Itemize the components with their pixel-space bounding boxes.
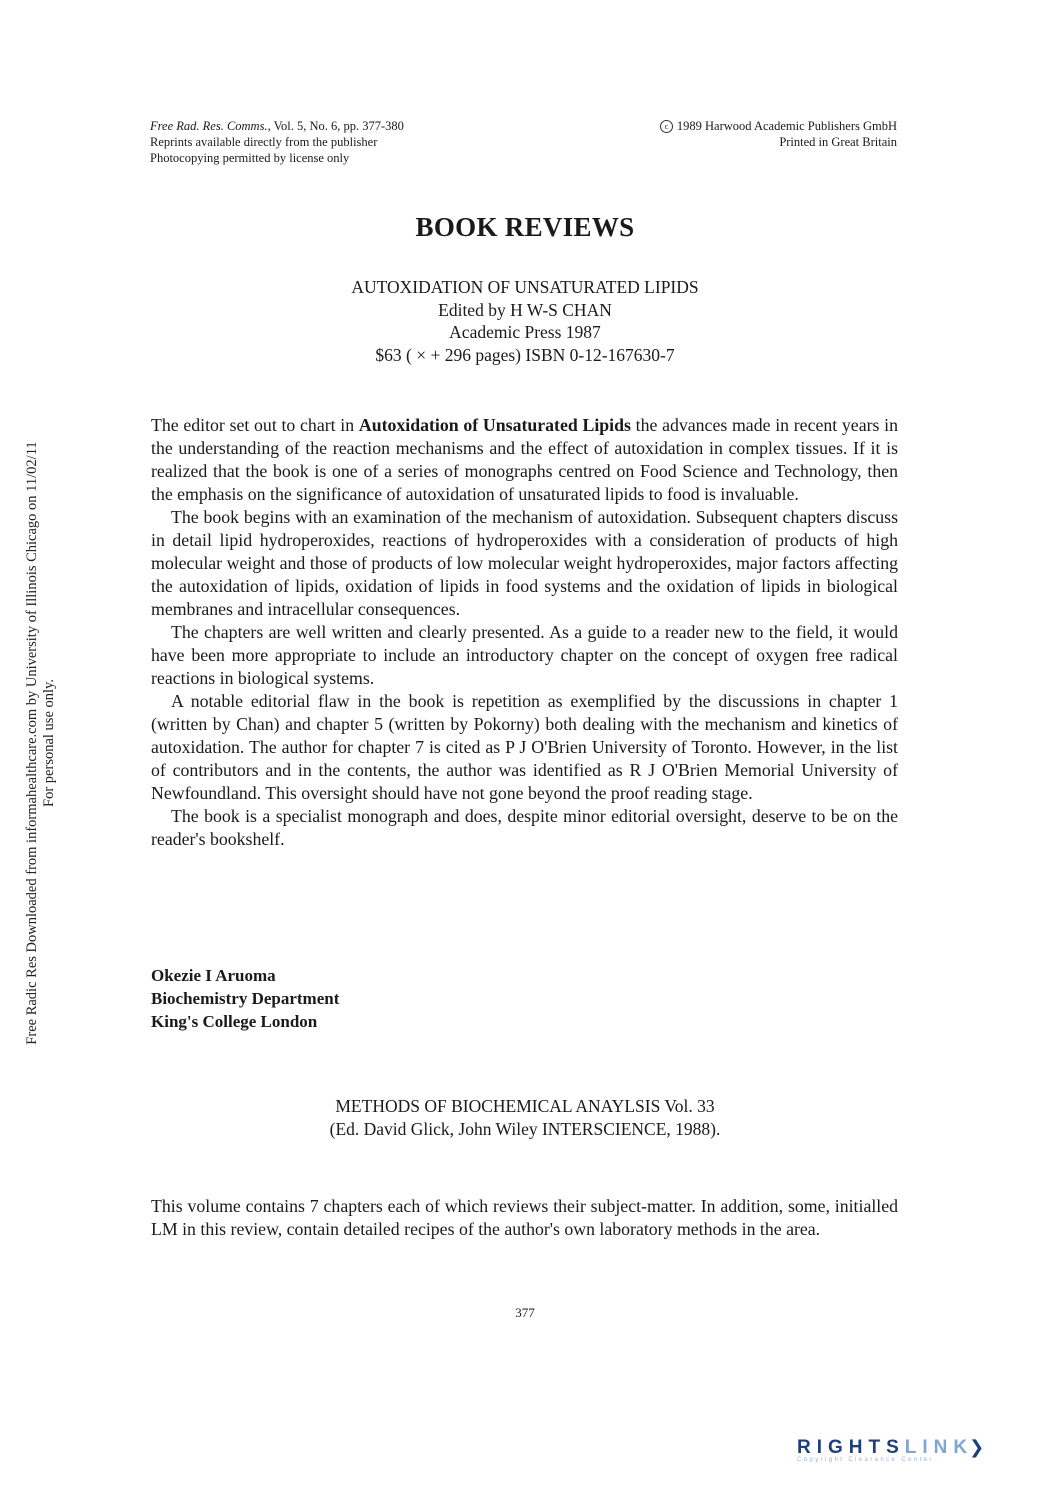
review1-paragraph: The book begins with an examination of the mechanism of autoxidation. Subsequent chapters discuss in detail lipid hydroperoxides, reactions of hydroperoxides with a consideration of products of high molecular weight and those of products of low molecular weight hydroperoxides, major factors affecting the autoxidation of lipids, oxidation of lipids in food systems and the oxidation of lipids in biological membranes and intracellular consequences. — [151, 507, 898, 619]
review1-paragraph: The book is a specialist monograph and does, despite minor editorial oversight, deserve to be on the reader's bookshelf. — [151, 806, 898, 849]
reviewer-name: Okezie I Aruoma — [151, 966, 276, 985]
logo-text-link: LINK — [904, 1437, 974, 1458]
logo-text-rights: RIGHTS — [797, 1437, 905, 1458]
review2-body — [151, 1195, 898, 1241]
journal-volume: , Vol. 5, No. 6, pp. 377-380 — [267, 119, 404, 133]
watermark-line-1: Free Radic Res Downloaded from informahealthcare.com by University of Illinois Chicago on 11/02/11 — [24, 441, 40, 1045]
review2-title: METHODS OF BIOCHEMICAL ANAYLSIS Vol. 33 — [335, 1096, 715, 1116]
reviewer-institution: King's College London — [151, 1012, 318, 1031]
download-watermark-text — [24, 393, 58, 1093]
review1-editor: Edited by H W-S CHAN — [438, 299, 612, 320]
review1-book-info — [0, 276, 1050, 366]
publisher-info — [660, 118, 897, 150]
review1-paragraph: A notable editorial flaw in the book is repetition as exemplified by the discussions in chapter 1 (written by Chan) and chapter 5 (written by Pokorny) both dealing with the mechanism and kinetics of autoxidation. The author for chapter 7 is cited as P J O'Brien University of Toronto. However, in the list of contributors and in the contents, the author was identified as R J O'Brien Memorial University of Newfoundland. This oversight should have not gone beyond the proof reading stage. — [151, 691, 898, 803]
review2-paragraph: This volume contains 7 chapters each of which reviews their subject-matter. In addition, some, initialled LM in this review, contain detailed recipes of the author's own laboratory methods in the area. — [151, 1196, 898, 1239]
review1-p1-start: The editor set out to chart in — [151, 415, 359, 435]
review1-paragraph — [151, 414, 898, 506]
reprints-note: Reprints available directly from the publisher — [150, 135, 378, 149]
rightslink-logo[interactable] — [797, 1437, 1032, 1471]
copyright-icon: c — [660, 120, 673, 133]
logo-tagline: Copyright Clearance Center — [797, 1457, 934, 1463]
review1-p1-end: the advances made in recent years in the understanding of the reaction mechanisms and the effect of autoxidation in complex tissues. If it is realized that the book is one of a series of monographs centred on Food Science and Technology, then the emphasis on the significance of autoxidation of unsaturated lipids to food is invaluable. — [151, 415, 898, 504]
photocopying-note: Photocopying permitted by license only — [150, 151, 350, 165]
reviewer-department: Biochemistry Department — [151, 989, 340, 1008]
printed-in: Printed in Great Britain — [779, 135, 897, 149]
section-title: BOOK REVIEWS — [415, 212, 635, 242]
review1-price: $63 ( × + 296 pages) ISBN 0-12-167630-7 — [375, 344, 675, 365]
journal-citation — [150, 118, 404, 166]
page-number: 377 — [515, 1305, 535, 1320]
review1-body — [151, 414, 898, 851]
chevron-right-icon: ❯ — [969, 1437, 991, 1457]
review1-p1-book-title: Autoxidation of Unsaturated Lipids — [358, 415, 631, 435]
journal-name: Free Rad. Res. Comms. — [150, 119, 268, 133]
reviewer-signature — [151, 964, 339, 1033]
review2-edition: (Ed. David Glick, John Wiley INTERSCIENCE, 1988). — [329, 1118, 721, 1139]
watermark-line-2: For personal use only. — [41, 679, 57, 807]
review1-title: AUTOXIDATION OF UNSATURATED LIPIDS — [351, 277, 699, 297]
review2-book-info — [0, 1095, 1050, 1140]
copyright-text: 1989 Harwood Academic Publishers GmbH — [676, 119, 897, 133]
review1-publisher: Academic Press 1987 — [449, 322, 601, 342]
review1-paragraph: The chapters are well written and clearly presented. As a guide to a reader new to the field, it would have been more appropriate to include an introductory chapter on the concept of oxygen free radical reactions in biological systems. — [151, 622, 898, 688]
